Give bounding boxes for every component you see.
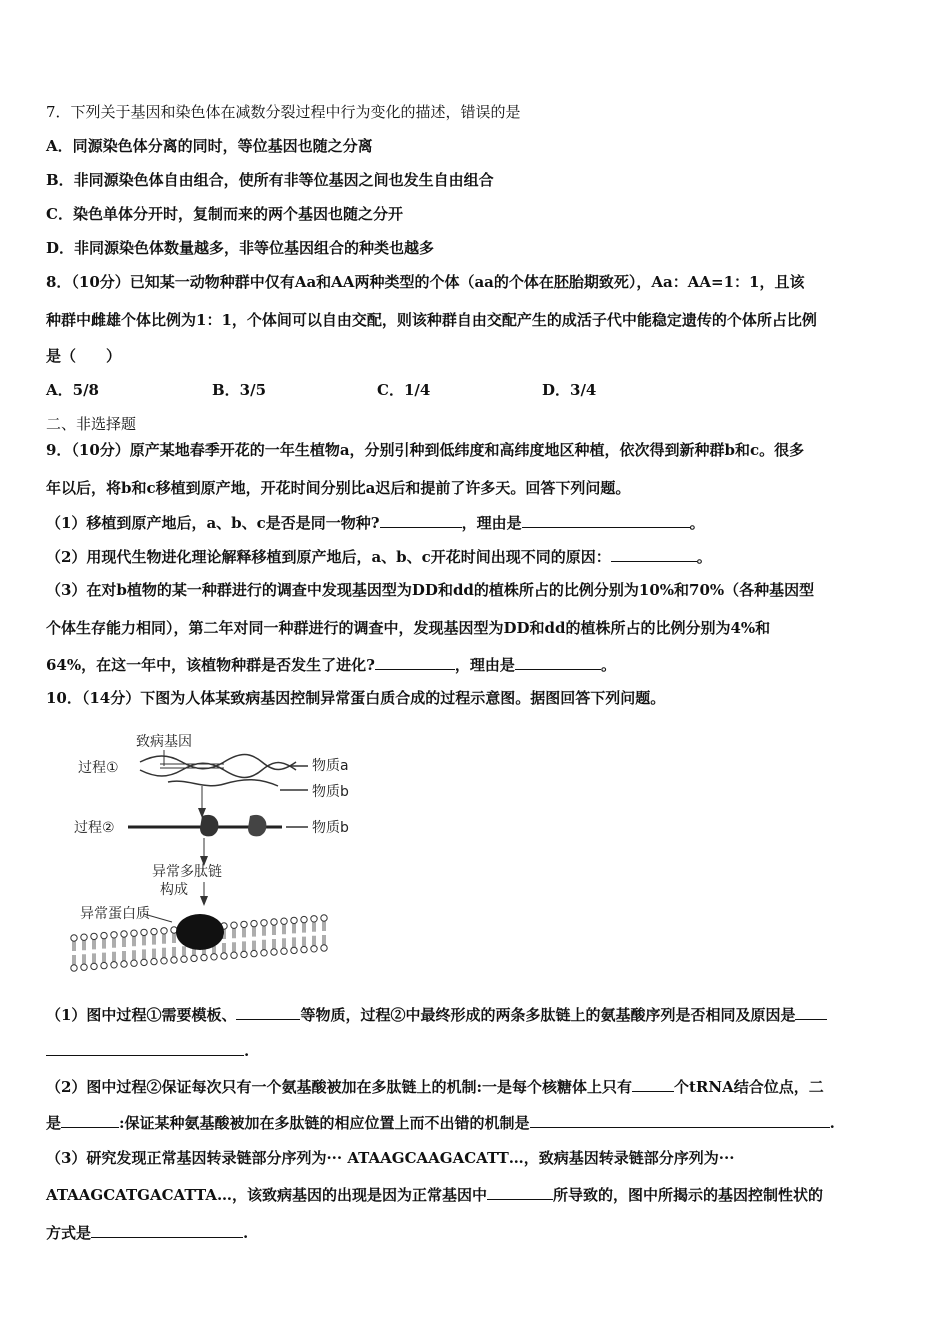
process2-label: 过程② [74, 820, 115, 836]
answer-blank[interactable] [61, 1112, 119, 1128]
lipid-head [281, 918, 287, 924]
lipid-tail [263, 940, 265, 950]
lipid-tail [303, 937, 305, 947]
lipid-head [241, 951, 247, 957]
q7-option-b: B．非同源染色体自由组合，使所有非等位基因之间也发生自由组合 [46, 171, 494, 189]
lipid-head [171, 957, 177, 963]
answer-blank[interactable] [91, 1222, 243, 1238]
lipid-tail [313, 936, 315, 946]
lipid-head [91, 963, 97, 969]
lipid-tail [163, 934, 165, 944]
answer-blank[interactable] [632, 1076, 674, 1092]
q9-part2: （2）用现代生物进化理论解释移植到原产地后，a、b、c开花时间出现不同的原因： 。 [46, 548, 712, 566]
lipid-tail [323, 921, 325, 931]
lipid-tail [73, 955, 75, 965]
lipid-head [111, 932, 117, 938]
q10-part1-line2: . [46, 1040, 249, 1061]
lipid-tail [303, 923, 305, 933]
lipid-tail [103, 953, 105, 963]
lipid-tail [83, 954, 85, 964]
lipid-head [251, 920, 257, 926]
answer-blank[interactable] [611, 546, 697, 562]
lipid-tail [73, 941, 75, 951]
q10-part3-line1: （3）研究发现正常基因转录链部分序列为··· ATAAGCAAGACATT…，致病基因转录链部分序列为··· [46, 1149, 735, 1167]
lipid-head [191, 955, 197, 961]
ribosome-icon [200, 815, 218, 836]
lipid-head [101, 962, 107, 968]
compose-label: 构成 [160, 882, 188, 898]
lipid-head [251, 950, 257, 956]
q8-stem-line3: 是（ ） [46, 347, 122, 365]
lipid-head [71, 965, 77, 971]
lipid-tail [223, 943, 225, 953]
lipid-tail [83, 940, 85, 950]
q10-part1-line1: （1）图中过程①需要模板、 等物质，过程②中最终形成的两条多肽链上的氨基酸序列是否相同及原因是 [46, 1004, 827, 1025]
q7-option-c: C．染色单体分开时，复制而来的两个基因也随之分开 [46, 205, 403, 223]
lipid-tail [153, 949, 155, 959]
lipid-tail [323, 935, 325, 945]
process1-label: 过程① [78, 760, 119, 776]
lipid-tail [273, 925, 275, 935]
lipid-head [141, 959, 147, 965]
lipid-head [121, 961, 127, 967]
answer-blank[interactable] [487, 1184, 553, 1200]
lipid-head [161, 958, 167, 964]
answer-blank[interactable] [795, 1004, 827, 1020]
section-title: 二、非选择题 [46, 415, 137, 433]
protein-label: 异常蛋白质 [80, 906, 150, 922]
q8-option-c: C．1/4 [377, 381, 431, 399]
q9-part3-line1: （3）在对b植物的某一种群进行的调查中发现基因型为DD和dd的植株所占的比例分别为10%和70%（各种基因型 [46, 581, 815, 599]
abnormal-protein [176, 914, 224, 950]
q9-part1: （1）移植到原产地后，a、b、c是否是同一物种? ，理由是 。 [46, 514, 705, 532]
answer-blank[interactable] [375, 654, 455, 670]
answer-blank[interactable] [515, 654, 601, 670]
mrna-strand [168, 780, 278, 786]
lipid-tail [243, 927, 245, 937]
lipid-head [291, 947, 297, 953]
q10-stem: 10．（14分）下图为人体某致病基因控制异常蛋白质合成的过程示意图。据图回答下列问题。 [46, 689, 666, 707]
lipid-head [181, 956, 187, 962]
lipid-tail [163, 948, 165, 958]
lipid-tail [153, 935, 155, 945]
lipid-tail [143, 935, 145, 945]
lipid-tail [293, 923, 295, 933]
lipid-tail [173, 933, 175, 943]
lipid-head [261, 920, 267, 926]
q7-option-d: D．非同源染色体数量越多，非等位基因组合的种类也越多 [46, 239, 435, 257]
q9-stem-line2: 年以后，将b和c移植到原产地，开花时间分别比a迟后和提前了许多天。回答下列问题。 [46, 479, 631, 497]
lipid-head [81, 934, 87, 940]
q10-part2-line1: （2）图中过程②保证每次只有一个氨基酸被加在多肽链上的机制:一是每个核糖体上只有 个tRNA结合位点，二 [46, 1078, 824, 1096]
q10-part3-line3: 方式是 . [46, 1224, 249, 1242]
lipid-head [131, 930, 137, 936]
lipid-head [131, 960, 137, 966]
lipid-head [151, 928, 157, 934]
q9-part3-line2: 个体生存能力相同），第二年对同一种群进行的调查中，发现基因型为DD和dd的植株所占的比例分别为4%和 [46, 619, 771, 637]
lipid-tail [313, 922, 315, 932]
lipid-head [231, 952, 237, 958]
lipid-tail [293, 937, 295, 947]
lipid-head [221, 953, 227, 959]
lipid-head [121, 931, 127, 937]
lipid-tail [283, 938, 285, 948]
lipid-head [141, 929, 147, 935]
lipid-head [301, 916, 307, 922]
lipid-head [161, 928, 167, 934]
lipid-head [321, 915, 327, 921]
lipid-tail [133, 950, 135, 960]
lipid-tail [123, 951, 125, 961]
lipid-tail [233, 942, 235, 952]
lipid-head [311, 916, 317, 922]
lipid-tail [263, 926, 265, 936]
lipid-head [271, 949, 277, 955]
lipid-tail [113, 952, 115, 962]
lipid-tail [253, 927, 255, 937]
lipid-head [81, 964, 87, 970]
lipid-head [301, 946, 307, 952]
lipid-head [211, 954, 217, 960]
answer-blank[interactable] [46, 1040, 244, 1056]
lipid-tail [93, 939, 95, 949]
arrow-down-icon [200, 896, 208, 906]
q10-part2-line2: 是 :保证某种氨基酸被加在多肽链的相应位置上而不出错的机制是 . [46, 1114, 835, 1132]
lipid-head [321, 945, 327, 951]
lipid-tail [133, 936, 135, 946]
q7-option-a: A．同源染色体分离的同时，等位基因也随之分离 [46, 137, 373, 155]
gene-expression-diagram [64, 724, 364, 984]
lipid-head [271, 919, 277, 925]
lipid-head [231, 922, 237, 928]
lipid-head [91, 933, 97, 939]
q8-option-d: D．3/4 [542, 381, 597, 399]
q8-stem-line2: 种群中雌雄个体比例为1：1，个体间可以自由交配，则该种群自由交配产生的成活子代中能稳定遗传的个体所占比例 [46, 311, 817, 329]
answer-blank[interactable] [522, 512, 690, 528]
lipid-tail [173, 947, 175, 957]
lipid-tail [243, 941, 245, 951]
substance-b-label: 物质b [312, 784, 349, 800]
lipid-tail [93, 953, 95, 963]
lipid-head [71, 935, 77, 941]
lipid-head [311, 946, 317, 952]
q8-stem-line1: 8．（10分）已知某一动物种群中仅有Aa和AA两种类型的个体（aa的个体在胚胎期致死），Aa：AA=1：1，且该 [46, 273, 805, 291]
q9-part3-line3: 64%，在这一年中，该植物种群是否发生了进化? ，理由是 。 [46, 656, 616, 674]
q8-option-a: A．5/8 [46, 381, 99, 399]
q8-option-b: B．3/5 [212, 381, 267, 399]
lipid-head [111, 962, 117, 968]
answer-blank[interactable] [380, 512, 462, 528]
substance-a-label: 物质a [312, 758, 349, 774]
lipid-tail [103, 939, 105, 949]
lipid-tail [113, 938, 115, 948]
answer-blank[interactable] [236, 1004, 300, 1020]
lipid-tail [273, 939, 275, 949]
polypeptide-label: 异常多肽链 [152, 864, 222, 880]
lipid-tail [283, 924, 285, 934]
lipid-tail [123, 937, 125, 947]
substance-b2-label: 物质b [312, 820, 349, 836]
lipid-head [291, 917, 297, 923]
q9-stem-line1: 9．（10分）原产某地春季开花的一年生植物a，分别引种到低纬度和高纬度地区种植，依次得到新种群b和c。很多 [46, 441, 805, 459]
lipid-head [151, 958, 157, 964]
lipid-head [281, 948, 287, 954]
lipid-tail [143, 949, 145, 959]
q10-part3-line2: ATAAGCATGACATTA…，该致病基因的出现是因为正常基因中 所导致的，图中所揭示的基因控制性状的 [46, 1186, 823, 1204]
answer-blank[interactable] [530, 1112, 830, 1128]
lipid-tail [183, 946, 185, 956]
lipid-head [201, 954, 207, 960]
lipid-tail [253, 941, 255, 951]
lipid-head [261, 950, 267, 956]
lipid-tail [233, 928, 235, 938]
q7-stem: 7．下列关于基因和染色体在减数分裂过程中行为变化的描述，错误的是 [46, 103, 521, 121]
lipid-head [101, 932, 107, 938]
ribosome-icon [248, 815, 266, 836]
lipid-head [241, 921, 247, 927]
gene-label: 致病基因 [136, 734, 192, 750]
